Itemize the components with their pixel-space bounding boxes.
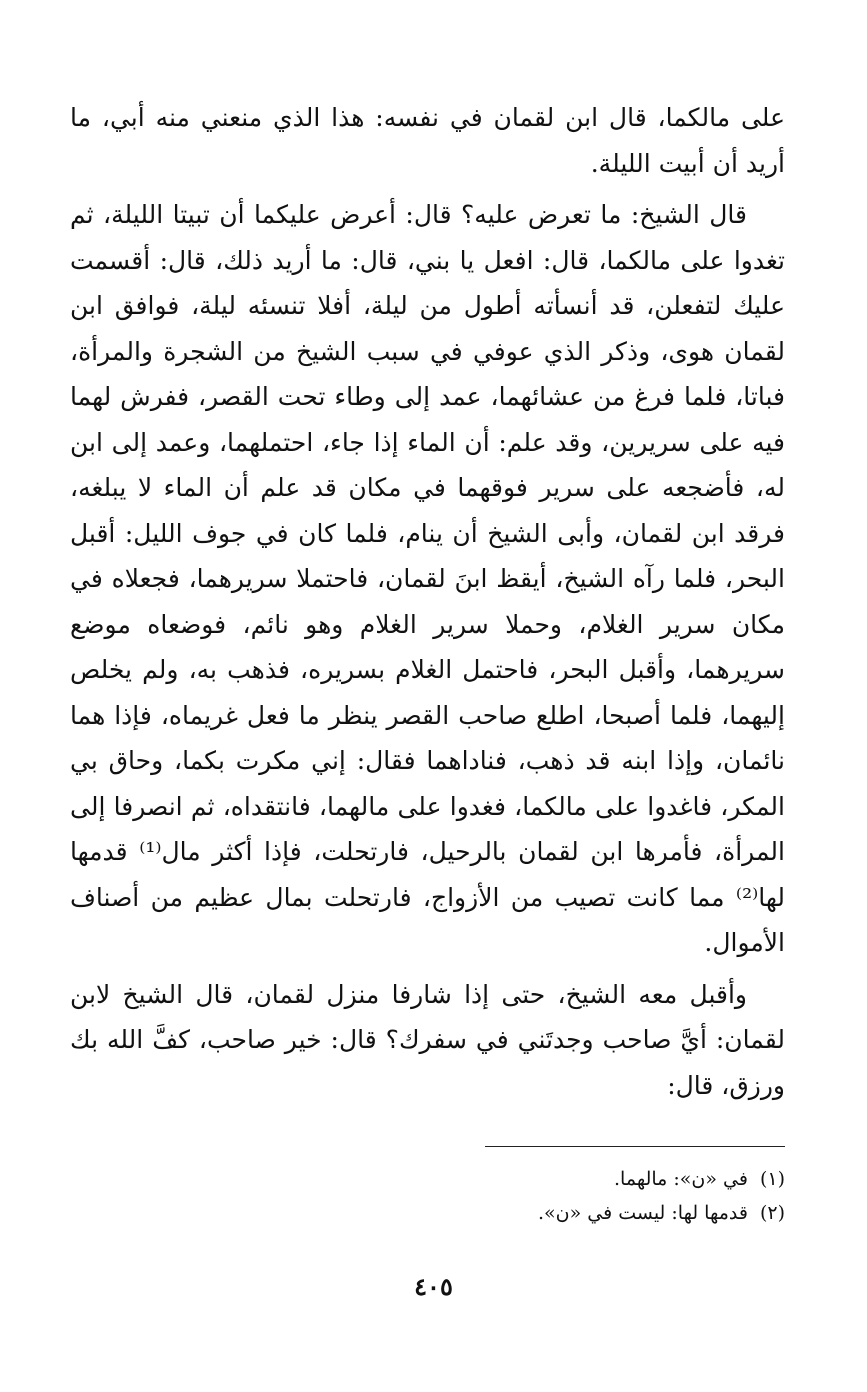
footnote-text: قدمها لها: ليست في «ن».	[537, 1202, 748, 1224]
paragraph-2: قال الشيخ: ما تعرض عليه؟ قال: أعرض عليكما أن تبيتا الليلة، ثم تغدوا على مالكما، قال: افعل يا بني، قال: ما أريد ذلك، قال: أقسمت عليك لتفعلن، قد أنسأته أطول من ليلة، أفلا تنسئه ليلة، فوافق ابن لقمان هوى، وذكر الذي عوفي في سبب الشيخ من الشجرة والمرأة، فباتا، فلما فرغ من عشائهما، عمد إلى وطاء تحت القصر، ففرش لهما فيه على سريرين، وقد علم: أن الماء إذا جاء، احتملهما، وعمد إلى ابن له، فأضجعه على سرير فوقهما في مكان قد علم أن الماء لا يبلغه، فرقد ابن لقمان، وأبى الشيخ أن ينام، فلما كان في جوف الليل: أقبل البحر، فلما رآه الشيخ، أيقظ ابنَ لقمان، فاحتملا سريرهما، فجعلاه في مكان سرير الغلام، وحملا سرير الغلام وهو نائم، فوضعاه موضع سريرهما، وأقبل البحر، فاحتمل الغلام بسريره، فذهب به، ولم يخلص إليهما، فلما أصبحا، اطلع صاحب القصر ينظر ما فعل غريماه، فإذا هما نائمان، وإذا ابنه قد ذهب، فناداهما فقال: إني مكرت بكما، وحاق بي المكر، فاغدوا على مالكما، فغدوا على مالهما، فانتقداه، ثم انصرفا إلى المرأة، فأمرها ابن لقمان بالرحيل، فارتحلت، فإذا أكثر مال⁽¹⁾ قدمها لها⁽²⁾ مما كانت تصيب من الأزواج، فارتحلت بمال عظيم من أصناف الأموال.	[70, 200, 785, 957]
footnote-2	[70, 1196, 785, 1230]
footnote-divider	[485, 1146, 785, 1147]
footnote-number: (١)	[759, 1168, 785, 1190]
page-number: ٤٠٥	[414, 1272, 453, 1301]
footnote-1	[70, 1162, 785, 1196]
paragraph-1: على مالكما، قال ابن لقمان في نفسه: هذا الذي منعني منه أبي، ما أريد أن أبيت الليلة.	[70, 103, 785, 178]
main-text	[70, 95, 785, 1108]
footnote-number: (٢)	[759, 1202, 785, 1224]
paragraph-3: وأقبل معه الشيخ، حتى إذا شارفا منزل لقمان، قال الشيخ لابن لقمان: أيَّ صاحب وجدتَني في سفرك؟ قال: خير صاحب، كفَّ الله بك ورزق، قال:	[70, 979, 785, 1100]
footnotes	[70, 1162, 785, 1230]
footnote-text: في «ن»: مالهما.	[614, 1168, 748, 1190]
